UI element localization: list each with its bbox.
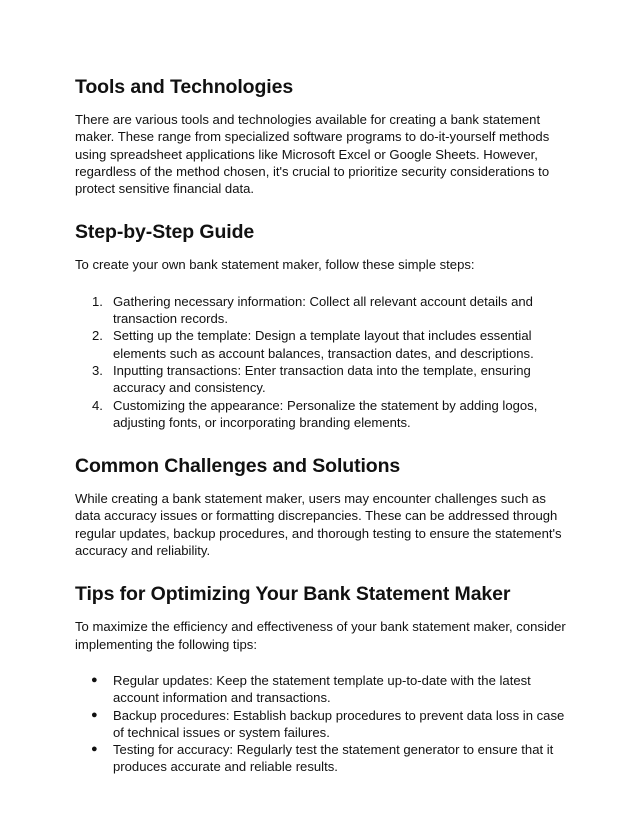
list-item: [75, 741, 568, 776]
bullet-icon: ●: [91, 708, 98, 721]
list-item-text: Regular updates: Keep the statement template up-to-date with the latest account information and transactions.: [113, 672, 531, 706]
list-marker: 2.: [92, 328, 103, 344]
list-marker: 4.: [92, 397, 103, 413]
section-paragraph: To create your own bank statement maker, follow these simple steps:: [75, 257, 475, 273]
section-step-by-step-guide: [75, 219, 568, 431]
list-item-text: Customizing the appearance: Personalize the statement by adding logos, adjusting fonts, or incorporating branding elements.: [113, 397, 538, 430]
list-item: [75, 293, 568, 328]
section-tools-and-technologies: [75, 74, 568, 197]
section-paragraph: To maximize the efficiency and effectiveness of your bank statement maker, consider implementing the following tips:: [75, 619, 566, 652]
list-item-text: Setting up the template: Design a template layout that includes essential elements such as account balances, transaction dates, and descriptions.: [113, 328, 534, 361]
list-item-text: Backup procedures: Establish backup procedures to prevent data loss in case of technical issues or system failures.: [113, 707, 565, 740]
section-heading: Tools and Technologies: [75, 76, 294, 98]
list-item-text: Inputting transactions: Enter transaction data into the template, ensuring accuracy and consistency.: [113, 362, 531, 396]
list-marker: 3.: [92, 362, 103, 378]
section-tips-optimizing: [75, 581, 568, 775]
bullet-icon: ●: [91, 743, 98, 756]
section-paragraph: While creating a bank statement maker, users may encounter challenges such as data accuracy issues or formatting discrepancies. These can be addressed through regular updates, backup procedures, and thorough testing to ensure the statement's accuracy and reliability.: [75, 491, 562, 559]
section-heading: Common Challenges and Solutions: [75, 455, 401, 478]
section-heading: Tips for Optimizing Your Bank Statement Maker: [75, 583, 511, 606]
list-item: [75, 672, 568, 707]
list-item: [75, 327, 568, 362]
list-marker: 1.: [92, 293, 103, 309]
numbered-list: [75, 293, 568, 431]
list-item: [75, 397, 568, 432]
list-item-text: Gathering necessary information: Collect all relevant account details and transaction records.: [113, 293, 533, 327]
bullet-list: [75, 672, 568, 776]
list-item-text: Testing for accuracy: Regularly test the statement generator to ensure that it produces accurate and reliable results.: [113, 742, 554, 775]
list-item: [75, 707, 568, 742]
section-paragraph: There are various tools and technologies available for creating a bank statement maker. These range from specialized software programs to do-it-yourself methods using spreadsheet applications like Microsoft Excel or Google Sheets. However, regardless of the method chosen, it's crucial to prioritize security considerations to protect sensitive financial data.: [75, 112, 550, 197]
list-item: [75, 362, 568, 397]
section-common-challenges: [75, 453, 568, 559]
bullet-icon: ●: [91, 673, 98, 686]
section-heading: Step-by-Step Guide: [75, 221, 255, 244]
